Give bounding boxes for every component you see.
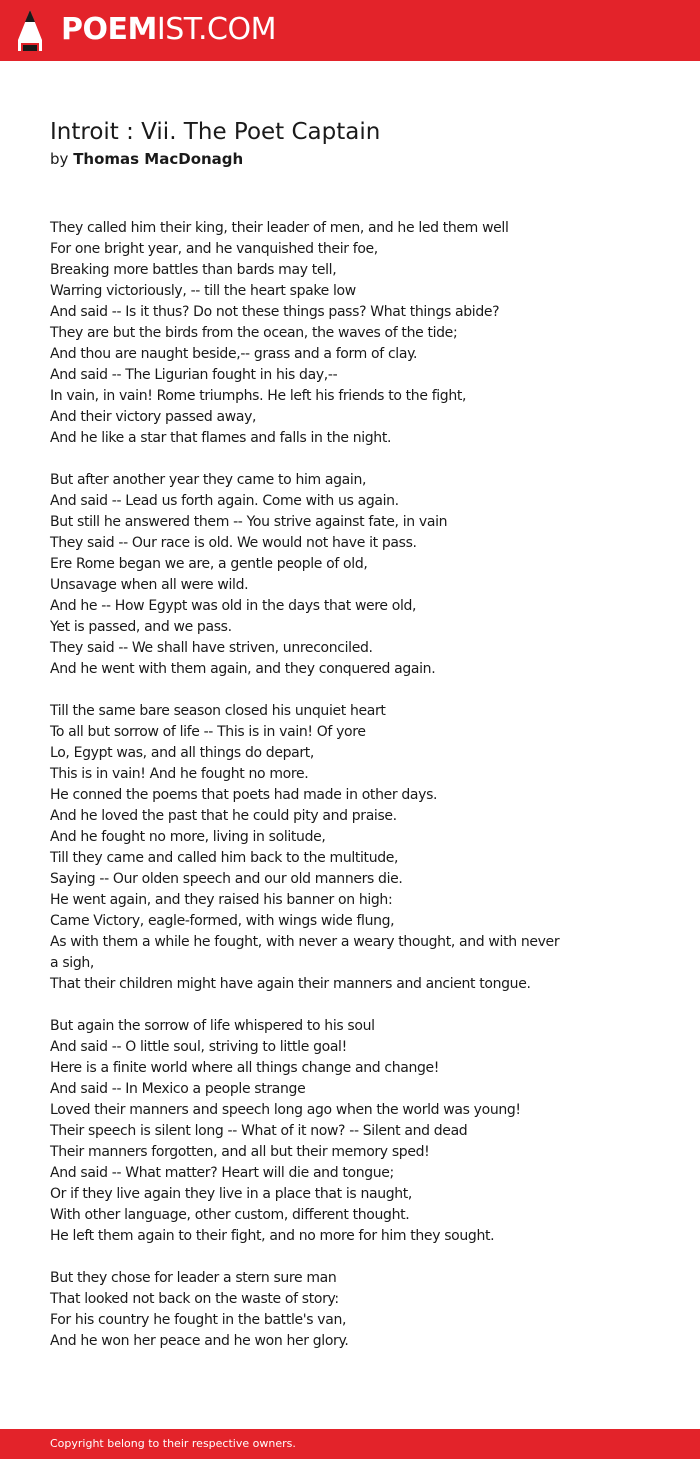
poem-body [50,218,610,1373]
poem-line: They are but the birds from the ocean, the waves of the tide; [50,325,458,341]
poem-line: Yet is passed, and we pass. [50,619,232,635]
site-logo[interactable] [61,13,276,47]
poem-line: And said -- Lead us forth again. Come with us again. [50,493,399,509]
poem-line: Unsavage when all were wild. [50,577,249,593]
poem-line: For his country he fought in the battle's van, [50,1312,347,1328]
poem-title: Introit : Vii. The Poet Captain [50,119,381,145]
poem-line: And he loved the past that he could pity and praise. [50,808,397,824]
poem-line: And said -- In Mexico a people strange [50,1081,306,1097]
copyright-text: Copyright belong to their respective owners. [50,1437,296,1450]
poem-line: He conned the poems that poets had made in other days. [50,787,438,803]
poem-line: a sigh, [50,955,94,971]
poem-byline [50,149,243,169]
poem-line: But after another year they came to him again, [50,472,367,488]
poem-line: Came Victory, eagle-formed, with wings wide flung, [50,913,395,929]
pencil-icon[interactable] [18,10,42,51]
poem-line: And he fought no more, living in solitude, [50,829,326,845]
poem-line: And said -- What matter? Heart will die and tongue; [50,1165,394,1181]
poem-stanza [50,701,610,995]
poem-line: Breaking more battles than bards may tell, [50,262,337,278]
poem-line: Ere Rome began we are, a gentle people of old, [50,556,368,572]
poem-line: And he won her peace and he won her glory. [50,1333,349,1349]
poem-line: And he went with them again, and they conquered again. [50,661,436,677]
poem-line: And he like a star that flames and falls in the night. [50,430,392,446]
poem-line: Or if they live again they live in a place that is naught, [50,1186,413,1202]
poem-line: Their speech is silent long -- What of it now? -- Silent and dead [50,1123,468,1139]
poem-stanza [50,470,610,680]
poem-line: He left them again to their fight, and no more for him they sought. [50,1228,495,1244]
logo-text-light: IST.COM [156,12,276,47]
poem-line: This is in vain! And he fought no more. [50,766,309,782]
poem-line: And thou are naught beside,-- grass and a form of clay. [50,346,418,362]
poem-line: He went again, and they raised his banner on high: [50,892,393,908]
poem-line: And said -- O little soul, striving to little goal! [50,1039,347,1055]
poem-author: Thomas MacDonagh [73,150,244,168]
poem-line: Their manners forgotten, and all but their memory sped! [50,1144,430,1160]
poem-line: That their children might have again their manners and ancient tongue. [50,976,531,992]
logo-text-bold: POEM [61,12,157,47]
poem-line: But they chose for leader a stern sure man [50,1270,337,1286]
poem-line: And said -- The Ligurian fought in his day,-- [50,367,338,383]
poem-stanza [50,1268,610,1352]
poem-line: They said -- We shall have striven, unreconciled. [50,640,373,656]
poem-line: With other language, other custom, different thought. [50,1207,410,1223]
poem-line: For one bright year, and he vanquished their foe, [50,241,378,257]
poem-line: Loved their manners and speech long ago when the world was young! [50,1102,521,1118]
poem-line: They called him their king, their leader of men, and he led them well [50,220,509,236]
poem-stanza [50,218,610,449]
poem-line: But again the sorrow of life whispered to his soul [50,1018,375,1034]
poem-line: As with them a while he fought, with never a weary thought, and with never [50,934,560,950]
poem-line: Here is a finite world where all things change and change! [50,1060,440,1076]
poem-line: In vain, in vain! Rome triumphs. He left his friends to the fight, [50,388,467,404]
poem-line: Lo, Egypt was, and all things do depart, [50,745,315,761]
poem-line: They said -- Our race is old. We would not have it pass. [50,535,417,551]
poem-line: But still he answered them -- You strive against fate, in vain [50,514,448,530]
by-label: by [50,150,69,168]
poem-line: Warring victoriously, -- till the heart spake low [50,283,356,299]
poem-line: Till the same bare season closed his unquiet heart [50,703,386,719]
site-footer [0,1429,700,1459]
poem-line: That looked not back on the waste of story: [50,1291,339,1307]
poem-line: And he -- How Egypt was old in the days that were old, [50,598,417,614]
poem-line: And their victory passed away, [50,409,257,425]
poem-line: Saying -- Our olden speech and our old manners die. [50,871,403,887]
poem-line: To all but sorrow of life -- This is in vain! Of yore [50,724,366,740]
poem-line: And said -- Is it thus? Do not these things pass? What things abide? [50,304,500,320]
poem-stanza [50,1016,610,1247]
poem-line: Till they came and called him back to the multitude, [50,850,399,866]
site-header [0,0,700,61]
